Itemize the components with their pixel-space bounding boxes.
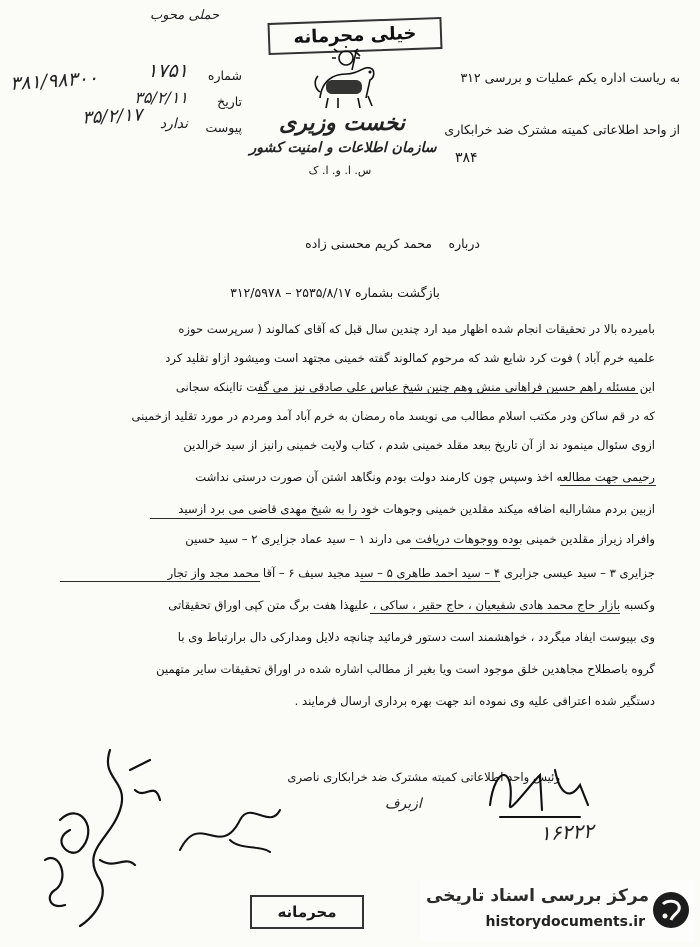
- body-line: ازوی سئوال مینمود ند از آن تاریخ ببعد مقلد خمینی شدم ، کتاب ولایت خمینی رانیز از سید خرالدین: [183, 438, 655, 452]
- body-line: دستگیر شده اعترافی علیه وی نموده اند جهت بهره برداری ارسال فرمایند .: [294, 694, 655, 708]
- handwritten-underline: [150, 518, 370, 519]
- number-label: شماره: [207, 68, 242, 83]
- body-line: وافراد زیراز مقلدین خمینی بوده ووجوهات دریافت می دارند ۱ – سید عماد جزایری ۲ – سید حسین: [185, 532, 655, 546]
- handwritten-code: ۱۶۲۲۲: [539, 818, 595, 846]
- handwritten-underline: [560, 613, 620, 614]
- body-line: وی بپیوست ایفاد میگردد ، خواهشمند است دستور فرمائید چنانچه دلایل ومدارکی دال برارتباط وی با: [177, 630, 655, 644]
- signature-initials: ازبرف: [385, 796, 422, 812]
- org-code: س. ا. و. ا. ک: [308, 164, 372, 177]
- body-line: بامیرده بالا در تحقیقات انجام شده اظهار مید ارد چندین سال قبل که آقای کمالوند ( سرپرست حوزه: [178, 322, 655, 336]
- subject-value: محمد کریم محسنی زاده: [305, 236, 432, 251]
- sender-number: ۳۸۴: [455, 150, 478, 166]
- handwritten-signature-left-icon: [40, 740, 170, 930]
- subject-line: [200, 236, 480, 256]
- date-value: ۳۵/۲/۱۱: [134, 88, 188, 107]
- handwritten-signature-right-icon: [470, 755, 600, 825]
- classification-stamp-text: خیلی محرمانه: [293, 22, 417, 49]
- stamped-date: ۳۵/۲/۱۷: [81, 104, 143, 129]
- body-line: وکسبه بازار حاج محمد هادی شفیعیان ، حاج حقیر ، ساکی ، علیهذا هفت برگ متن کپی اوراق تحقیقاتی: [168, 598, 655, 612]
- body-line: گروه باصطلاح مجاهدین خلق موجود است ویا بغیر از مطالب اشاره شده در اوراق تحقیقات سایر متهمین: [156, 662, 655, 676]
- attachment-value: ندارد: [159, 116, 188, 132]
- org-title: نخست وزیری: [279, 110, 405, 136]
- handwritten-underline: [560, 485, 656, 486]
- handwritten-underline: [370, 613, 570, 614]
- bottom-stamp: [250, 895, 364, 929]
- attachment-label: پیوست: [205, 120, 242, 135]
- body-line: که در قم ساکن ودر مکتب اسلام مطالب می نویسد ماه رمضان به خرم آباد آمد ومردم در مورد تقلید ازخمینی: [131, 409, 655, 423]
- body-line: این مسئله راهم حسین فراهانی منش وهم چنین شیخ عباس علی صادقی نیز می گفت تااینکه سجانی: [175, 380, 655, 394]
- reference-line: بازگشت بشماره ۲۵۳۵/۸/۱۷ – ۳۱۲/۵۹۷۸: [230, 285, 440, 300]
- top-left-note: حملی محوب: [150, 8, 220, 23]
- watermark: [420, 880, 695, 942]
- watermark-title: مرکز بررسی اسناد تاریخی: [426, 886, 649, 906]
- handwritten-signature-middle-icon: [170, 790, 290, 870]
- watermark-url: historydocuments.ir: [485, 914, 645, 930]
- lion-and-sun-emblem-icon: [312, 46, 388, 112]
- bottom-stamp-text: محرمانه: [277, 903, 337, 921]
- handwritten-underline: [410, 548, 520, 549]
- number-value: ۱۷۵۱: [147, 60, 188, 82]
- archive-logo-icon: [651, 890, 691, 930]
- org-subtitle: سازمان اطلاعات و امنیت کشور: [249, 140, 437, 156]
- stamped-number: ۳۸۱/۹۸۳۰۰: [9, 66, 99, 96]
- body-line: ازبین بردم مشارالیه اضافه میکند مقلدین خمینی وجوهات خود را به شیخ مهدی قاضی می برد ازسید: [178, 502, 655, 516]
- handwritten-underline: [360, 581, 500, 582]
- date-label: تاریخ: [217, 94, 242, 109]
- body-line: علمیه خرم آباد ) فوت کرد شایع شد که مرحوم کمالوند گفته خمینی مجتهد است ومیشود ازاو تقلید کرد: [165, 351, 655, 365]
- body-line: جزایری ۳ – سید عیسی جزایری ۴ – سید احمد طاهری ۵ – سید مجید سیف ۶ – آقا محمد مجد واز تجار: [167, 566, 655, 580]
- subject-label: درباره: [448, 236, 480, 251]
- handwritten-underline: [60, 581, 260, 582]
- recipient-line: به ریاست اداره یکم عملیات و بررسی ۳۱۲: [460, 70, 680, 85]
- body-line: رحیمی جهت مطالعه اخذ وسپس چون کارمند دولت بودم ونگاهد اشتن آن صورت درستی نداشت: [195, 470, 655, 484]
- signature-title: رئیس واحد اطلاعاتی کمیته مشترک ضد خرابکاری ناصری: [287, 770, 560, 784]
- handwritten-underline: [258, 393, 638, 394]
- sender-line: از واحد اطلاعاتی کمیته مشترک ضد خرابکاری: [444, 122, 680, 137]
